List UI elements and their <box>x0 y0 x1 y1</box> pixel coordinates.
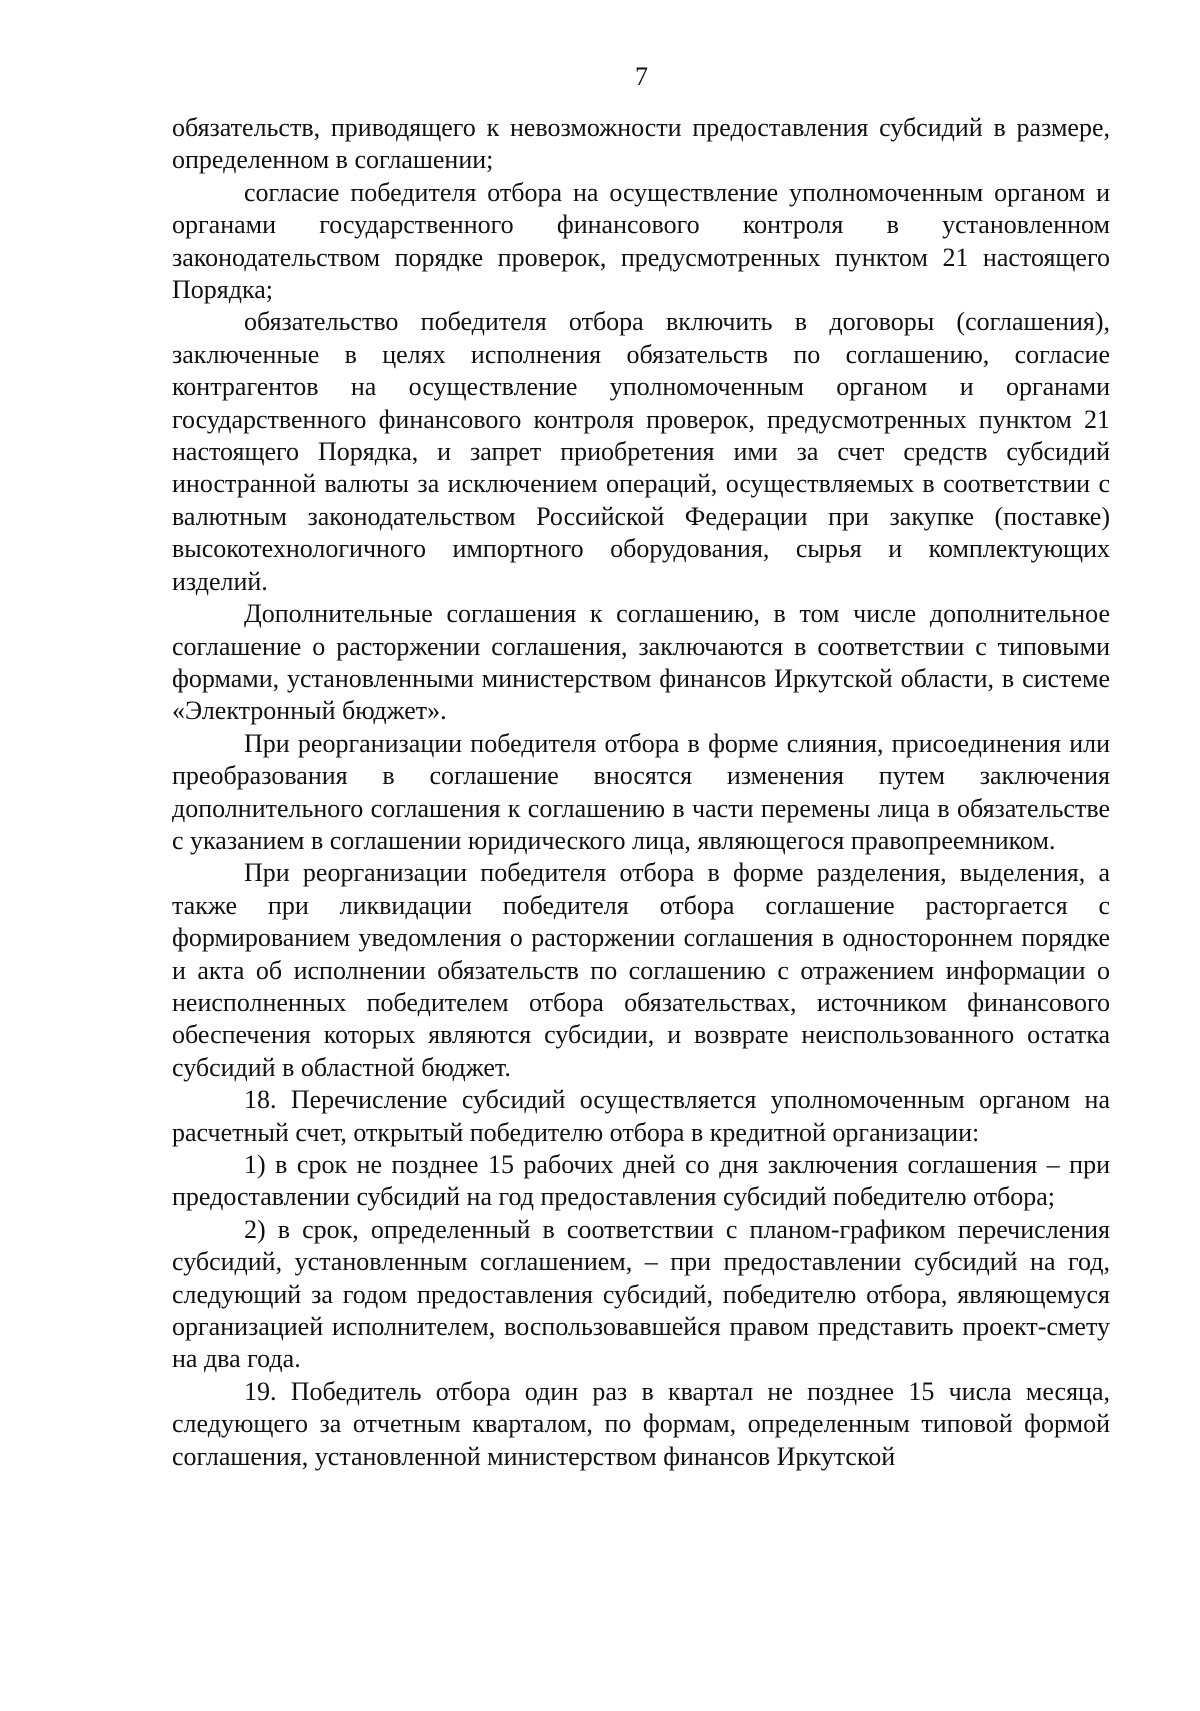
document-body <box>172 112 1110 1473</box>
paragraph-clause-18-item-1: 1) в срок не позднее 15 рабочих дней со дня заключения соглашения – при предоставлении субсидий на год предоставления субсидий победителю отбора; <box>172 1150 1110 1212</box>
paragraph-contractor-obligation: обязательство победителя отбора включить в договоры (соглашения), заключенные в целях исполнения обязательств по соглашению, согласие контрагентов на осуществление уполномоченным органом и органами государственного финансового контроля проверок, предусмотренных пунктом 21 настоящего Порядка, и запрет приобретения ими за счет средств субсидий иностранной валюты за исключением операций, осуществляемых в соответствии с валютным законодательством Российской Федерации при закупке (поставке) высокотехнологичного импортного оборудования, сырья и комплектующих изделий. <box>172 307 1110 596</box>
paragraph-clause-19: 19. Победитель отбора один раз в квартал не позднее 15 числа месяца, следующего за отчетным кварталом, по формам, определенным типовой формой соглашения, установленной министерством финансов Иркутской <box>172 1376 1110 1471</box>
paragraph-reorganization-division: При реорганизации победителя отбора в форме разделения, выделения, а также при ликвидации победителя отбора соглашение расторгается с формированием уведомления о расторжении соглашения в одностороннем порядке и акта об исполнении обязательств по соглашению с отражением информации о неисполненных победителем отбора обязательствах, источником финансового обеспечения которых являются субсидии, и возврате неиспользованного остатка субсидий в областной бюджет. <box>172 858 1110 1082</box>
paragraph-consent-to-inspections: согласие победителя отбора на осуществление уполномоченным органом и органами государственного финансового контроля в установленном законодательством порядке проверок, предусмотренных пунктом 21 настоящего Порядка; <box>172 177 1110 305</box>
paragraph-clause-18: 18. Перечисление субсидий осуществляется уполномоченным органом на расчетный счет, открытый победителю отбора в кредитной организации: <box>172 1085 1110 1147</box>
page-number: 7 <box>635 62 648 91</box>
paragraph-clause-18-item-2: 2) в срок, определенный в соответствии с планом-графиком перечисления субсидий, установленным соглашением, – при предоставлении субсидий на год, следующий за годом предоставления субсидий, победителю отбора, являющемуся организацией исполнителем, воспользовавшейся правом представить проект-смету на два года. <box>172 1214 1110 1374</box>
paragraph-reorganization-merger: При реорганизации победителя отбора в форме слияния, присоединения или преобразования в соглашение вносятся изменения путем заключения дополнительного соглашения к соглашению в части перемены лица в обязательстве с указанием в соглашении юридического лица, являющегося правопреемником. <box>172 728 1110 855</box>
paragraph-obligations-continuation: обязательств, приводящего к невозможности предоставления субсидий в размере, определенном в соглашении; <box>172 113 1110 175</box>
paragraph-additional-agreements: Дополнительные соглашения к соглашению, в том числе дополнительное соглашение о расторжении соглашения, заключаются в соответствии с типовыми формами, установленными министерством финансов Иркутской области, в системе «Электронный бюджет». <box>172 599 1110 726</box>
